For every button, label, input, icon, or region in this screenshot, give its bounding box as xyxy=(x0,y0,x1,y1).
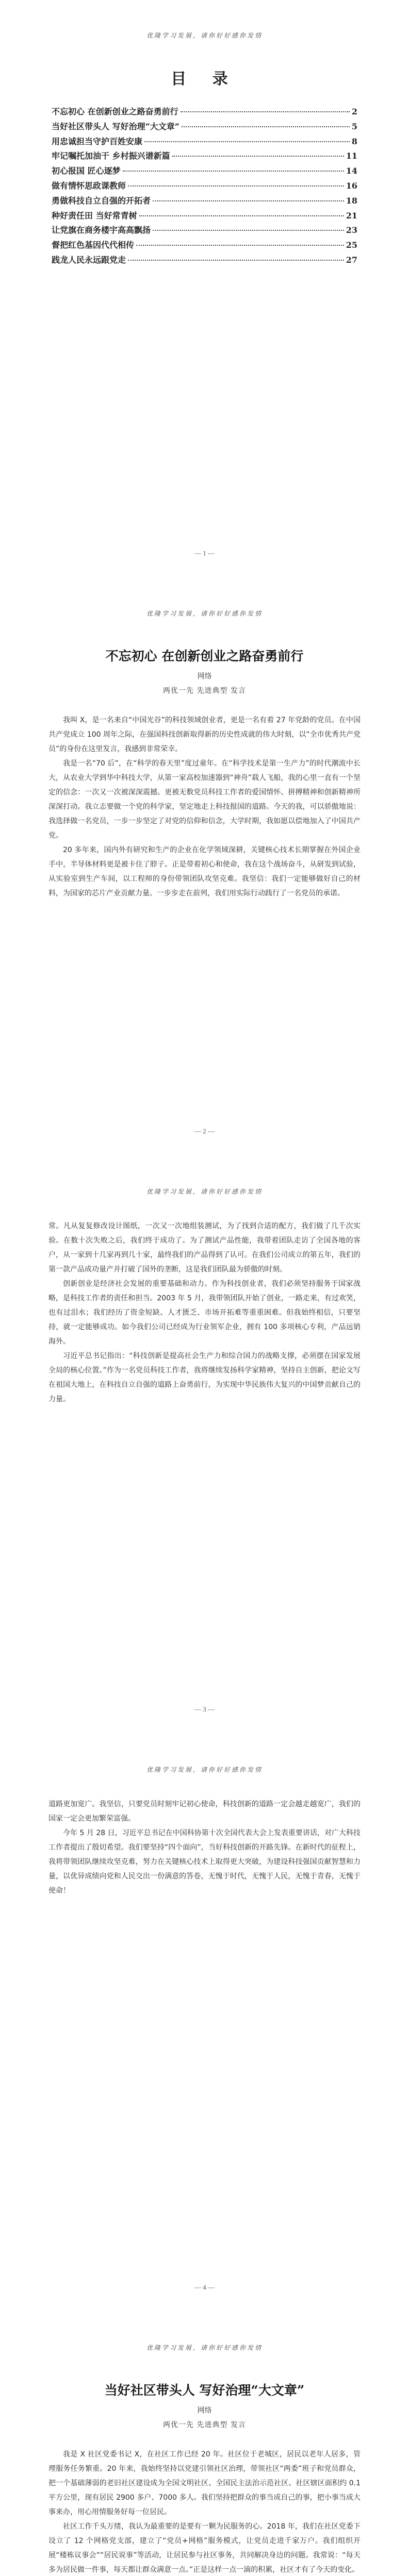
header-slogan: 优隆学习发展，请你好好感你发情 xyxy=(146,1188,263,1195)
header-slogan: 优隆学习发展，请你好好感你发情 xyxy=(146,610,263,617)
toc-dot-leader xyxy=(128,260,344,261)
paragraph: 创新创业是经济社会发展的重要基础和动力。作为科技创业者，我们必须坚持服务于国家战略，是科技工作者的责任和担当。2003 年 5 月，我带领团队开始了创业，一路走来，有过欢笑，也有过泪水；我们经历了资金短缺、人才匮乏、市场开拓难等重重困难。但我始终相信，只要坚持，就一定能够成功。如今我们公司已经成为行业领军企业，拥有 100 多项核心专利，产品远销海外。 xyxy=(48,1280,361,1346)
toc-item-title: 勇做科技自立自强的开拓者 xyxy=(52,195,151,206)
toc-item-page: 5 xyxy=(351,121,357,131)
page-1 xyxy=(0,0,409,579)
toc-item-page: 25 xyxy=(346,240,357,250)
paragraph: 今年 5 月 28 日，习近平总书记在中国科协第十次全国代表大会上发表重要讲话，对广大科技工作者提出了殷切希望。我们要坚持“四个面向”，当好科技创新的开路先锋。在新时代的征程上，我将带领团队继续攻坚克难，努力在关键核心技术上取得更大突破，为建设科技强国贡献智慧和力量，以优异成绩向党和人民交出一份满意的答卷，无愧于时代，无愧于人民，无愧于青春，无愧于使命！ xyxy=(48,1829,361,1895)
toc-item[interactable] xyxy=(52,239,357,252)
article-source: 网络 xyxy=(197,672,212,681)
paragraph: 社区工作千头万绪，我认为最重要的是要有一颗为民服务的心。2018 年，我们在社区党委下设立了 12 个网格党支部，建立了“党员+网格”服务模式，让党员走进千家万户。我们组织开展“楼栋议事会”“居民说事”等活动，让居民参与社区事务，共同解决身边的问题。我常说：“每天多为居民做一件事，每天都让群众满意一点。”正是这样一点一滴的积累，社区才有了今天的变化。 xyxy=(48,2522,361,2574)
header-slogan: 优隆学习发展，请你好好感你发情 xyxy=(146,32,263,39)
toc-dot-leader xyxy=(153,200,344,201)
toc-item-page: 21 xyxy=(346,210,357,221)
toc-item-title: 用忠诚担当守护百姓安康 xyxy=(52,136,143,146)
header-slogan: 优隆学习发展，请你好好感你发情 xyxy=(146,2344,263,2351)
toc-item[interactable] xyxy=(52,150,357,163)
toc-dot-leader xyxy=(144,141,350,142)
toc-item-title: 督把红色基因代代相传 xyxy=(52,240,135,250)
toc-dot-leader xyxy=(181,111,350,112)
page-number: — 4 — xyxy=(194,2283,215,2291)
toc-item-page: 2 xyxy=(351,107,357,116)
toc-item-title: 牢记嘱托加油干 乡村振兴谱新篇 xyxy=(52,151,170,161)
paragraph: 我是 X 社区党委书记 X，在社区工作已经 20 年。社区位于老城区，居民以老年人居多，管理服务任务繁重。20 年来，我始终坚持以党建引领社区治理，带领社区“两委”班子和党员群众，把一个基础薄弱的老旧社区建设成为全国文明社区、全国民主法治示范社区。社区辖区面积约 0.1 平方公里，现有居民 2900 多户、7000 多人。我们坚持把群众的事当成自己的事，把小事当成大事来办，用心用情服务好每一位居民。 xyxy=(48,2450,361,2516)
toc-item-title: 当好社区带头人 写好治理“大文章” xyxy=(52,121,179,131)
toc-item[interactable] xyxy=(52,165,357,178)
toc-item-page: 16 xyxy=(346,180,357,191)
article-title: 不忘初心 在创新创业之路奋勇前行 xyxy=(105,649,304,664)
toc-item-page: 23 xyxy=(346,225,357,235)
paragraph: 我是一名“70 后”，在“科学的春天里”度过童年。在“科学技术是第一生产力”的时代潮流中长大，从农业大学到华中科技大学，从第一家高校加速器到“神舟”载人飞船，我的心里一直有一个坚定的信念：一次又一次被深深震撼。更被无数党员科技工作者的爱国情怀、拼搏精神和创新精神所深深打动。我立志要做一个党的科学家，坚定地走上科技报国的道路。今天的我，可以骄傲地说：我选择做一名党员，一步一步坚定了对党的信仰和信念，大学时期，我如愿以偿地加入了中国共产党。 xyxy=(48,759,361,840)
article-byline: 两优一先 先进典型 发言 xyxy=(163,2421,246,2429)
toc-item-title: 不忘初心 在创新创业之路奋勇前行 xyxy=(52,107,178,116)
toc-item-title: 初心报国 匠心逐梦 xyxy=(52,166,121,176)
header-slogan: 优隆学习发展，请你好好感你发情 xyxy=(146,1766,263,1773)
toc-item-page: 8 xyxy=(351,136,357,146)
article-body xyxy=(48,1219,361,1406)
toc-item-title: 种好责任田 当好常青树 xyxy=(52,210,137,221)
paragraph: 常。凡从复复修改设计图纸，一次又一次地组装测试，为了找到合适的配方，我们做了几千次实验。在数十次失败之后，我们终于成功了。为了测试产品性能，我带着团队走访了全国各地的客户，从一家到十几家再到几十家，最终我们的产品得到了认可。在我们公司成立的第五年，我们的第一款产品成功量产并打破了国外的垄断，这是我们团队最为骄傲的时刻。 xyxy=(48,1222,361,1274)
toc-dot-leader xyxy=(182,126,350,127)
page-5 xyxy=(0,2312,409,2576)
article-byline: 两优一先 先进典型 发言 xyxy=(163,687,246,695)
toc-dot-leader xyxy=(128,185,344,187)
article-body xyxy=(48,713,361,901)
toc-item[interactable] xyxy=(52,135,357,148)
toc-item[interactable] xyxy=(52,224,357,237)
page-number: — 3 — xyxy=(194,1705,215,1713)
toc-dot-leader xyxy=(136,245,344,246)
article-source: 网络 xyxy=(197,2406,212,2415)
toc-item-title: 做有情怀思政课教师 xyxy=(52,180,126,191)
article-title: 当好社区带头人 写好治理“大文章” xyxy=(104,2383,305,2398)
toc-list xyxy=(52,106,357,269)
paragraph: 习近平总书记指出：“科技创新是提高社会生产力和综合国力的战略支撑，必须摆在国家发展全局的核心位置。”作为一名党员科技工作者，我将继续发扬科学家精神，坚持自主创新，把论文写在祖国大地上，在科技自立自强的道路上奋勇前行，为实现中华民族伟大复兴的中国梦贡献自己的力量。 xyxy=(48,1352,361,1403)
page-number: — 1 — xyxy=(194,549,215,557)
toc-title: 目 录 xyxy=(171,70,238,88)
toc-dot-leader xyxy=(153,230,344,231)
toc-dot-leader xyxy=(123,171,344,172)
toc-dot-leader xyxy=(172,156,344,157)
toc-item[interactable] xyxy=(52,210,357,223)
toc-dot-leader xyxy=(139,215,344,216)
paragraph: 道路更加宽广。我坚信，只要党员时刻牢记初心使命，科技创新的道路一定会越走越宽广，我们的国家一定会更加繁荣富强。 xyxy=(48,1800,361,1823)
toc-item[interactable] xyxy=(52,254,357,267)
page-3 xyxy=(0,1156,409,1735)
page-2 xyxy=(0,578,409,1157)
page-4 xyxy=(0,1734,409,2313)
paragraph: 我叫 X，是一名来自“中国光谷”的科技领域创业者，更是一名有着 27 年党龄的党员。在中国共产党成立 100 周年之际，在强国科技创新取得新的历史性成就的伟大时刻，以“全市优秀共产党员”的身份在这里发言，我感到非常荣幸。 xyxy=(48,716,361,753)
toc-item[interactable] xyxy=(52,195,357,208)
toc-item-page: 18 xyxy=(346,195,357,206)
toc-item-page: 14 xyxy=(346,166,357,176)
paragraph: 20 多年来，国内外有研究和生产的企业在化学领域深耕，关键核心技术长期掌握在外国企业手中，半导体材料更是被卡住了脖子。正是带着初心和使命，我在这个战场奋斗，从研发到试验，从实验室到生产车间，以工程师的身份带领团队攻坚克难。我坚信：我们一定能够做好自己的材料，为国家的芯片产业贡献力量。一步步走在前列，我们用实际行动践行了一名党员的承诺。 xyxy=(48,846,361,897)
toc-item[interactable] xyxy=(52,180,357,193)
page-number: — 2 — xyxy=(194,1127,215,1135)
article-body xyxy=(48,1797,361,1898)
toc-item[interactable] xyxy=(52,121,357,133)
toc-item-title: 让党旗在商务楼宇高高飘扬 xyxy=(52,225,151,235)
toc-item-page: 11 xyxy=(346,151,357,161)
toc-item-page: 27 xyxy=(346,255,357,265)
toc-item-title: 践龙人民永远跟党走 xyxy=(52,255,126,265)
toc-item[interactable] xyxy=(52,106,357,118)
article-body xyxy=(48,2447,361,2576)
